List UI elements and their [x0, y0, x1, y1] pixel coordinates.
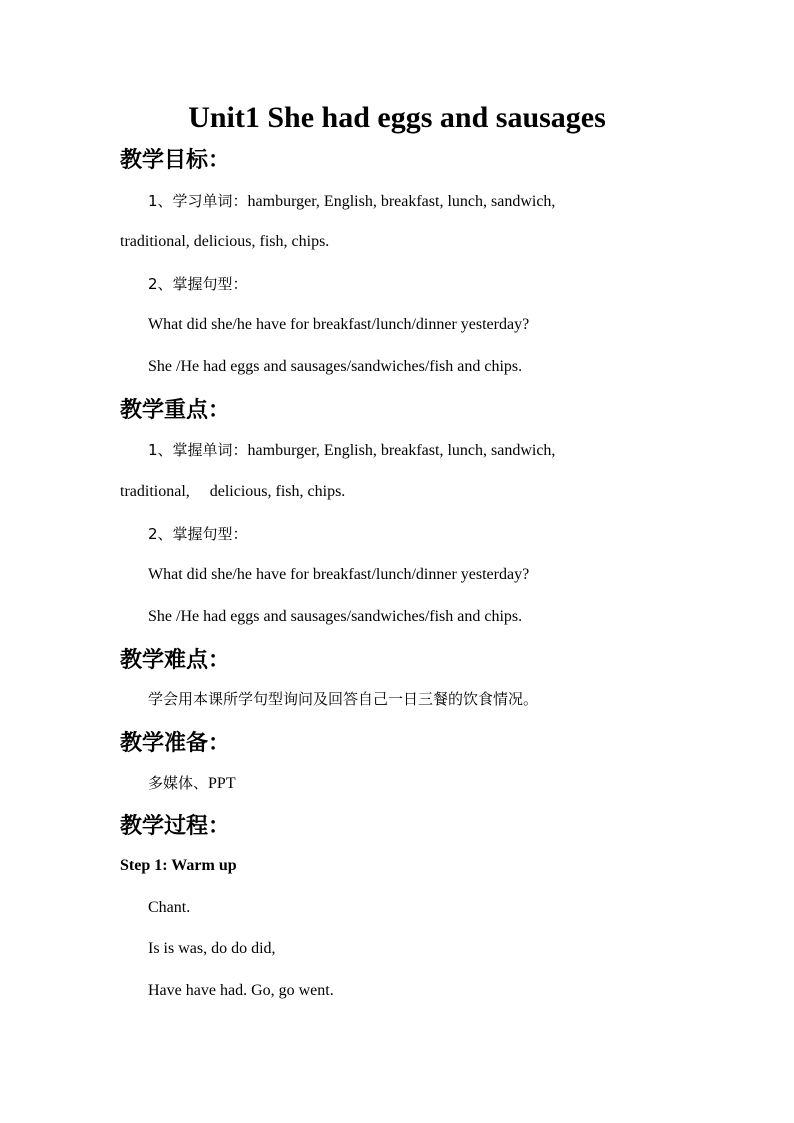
- process-line-2: Is is was, do do did,: [148, 940, 276, 957]
- document-title: Unit1 She had eggs and sausages: [188, 101, 606, 134]
- objectives-heading: 教学目标：: [120, 147, 231, 173]
- key-points-sentence-2: She /He had eggs and sausages/sandwiches/fish and chips.: [148, 608, 523, 625]
- key-points-item-2: 2、掌握句型：: [148, 525, 248, 543]
- process-line-1: Chant.: [148, 899, 191, 916]
- key-points-heading: 教学重点：: [120, 397, 231, 423]
- key-points-sentence-1: What did she/he have for breakfast/lunch/dinner yesterday?: [148, 566, 530, 583]
- key-points-item-1-cont: traditional, delicious, fish, chips.: [120, 483, 346, 500]
- objectives-item-2: 2、掌握句型：: [148, 275, 248, 293]
- step-1-title: Step 1: Warm up: [120, 857, 237, 874]
- objectives-item-1-cont: traditional, delicious, fish, chips.: [120, 233, 330, 250]
- preparation-text: [148, 772, 236, 795]
- preparation-heading: 教学准备：: [120, 730, 231, 756]
- objectives-sentence-2: She /He had eggs and sausages/sandwiches/fish and chips.: [148, 358, 523, 375]
- process-heading: 教学过程：: [120, 813, 231, 839]
- key-points-item-1-text: hamburger, English, breakfast, lunch, sandwich,: [247, 442, 556, 459]
- key-points-item-1-prefix: 1、掌握单词：: [148, 441, 248, 459]
- process-line-3: Have have had. Go, go went.: [148, 982, 334, 999]
- preparation-text-latin: PPT: [208, 775, 236, 792]
- preparation-text-cjk: 多媒体、: [148, 774, 209, 792]
- difficulties-text: 学会用本课所学句型询问及回答自己一日三餐的饮食情况。: [148, 690, 539, 708]
- objectives-item-1-prefix: 1、学习单词：: [148, 192, 248, 210]
- objectives-item-1-text: hamburger, English, breakfast, lunch, sandwich,: [247, 193, 556, 210]
- difficulties-heading: 教学难点：: [120, 647, 231, 673]
- key-points-item-1: [148, 439, 555, 462]
- objectives-sentence-1: What did she/he have for breakfast/lunch/dinner yesterday?: [148, 316, 530, 333]
- objectives-item-1: [148, 190, 555, 213]
